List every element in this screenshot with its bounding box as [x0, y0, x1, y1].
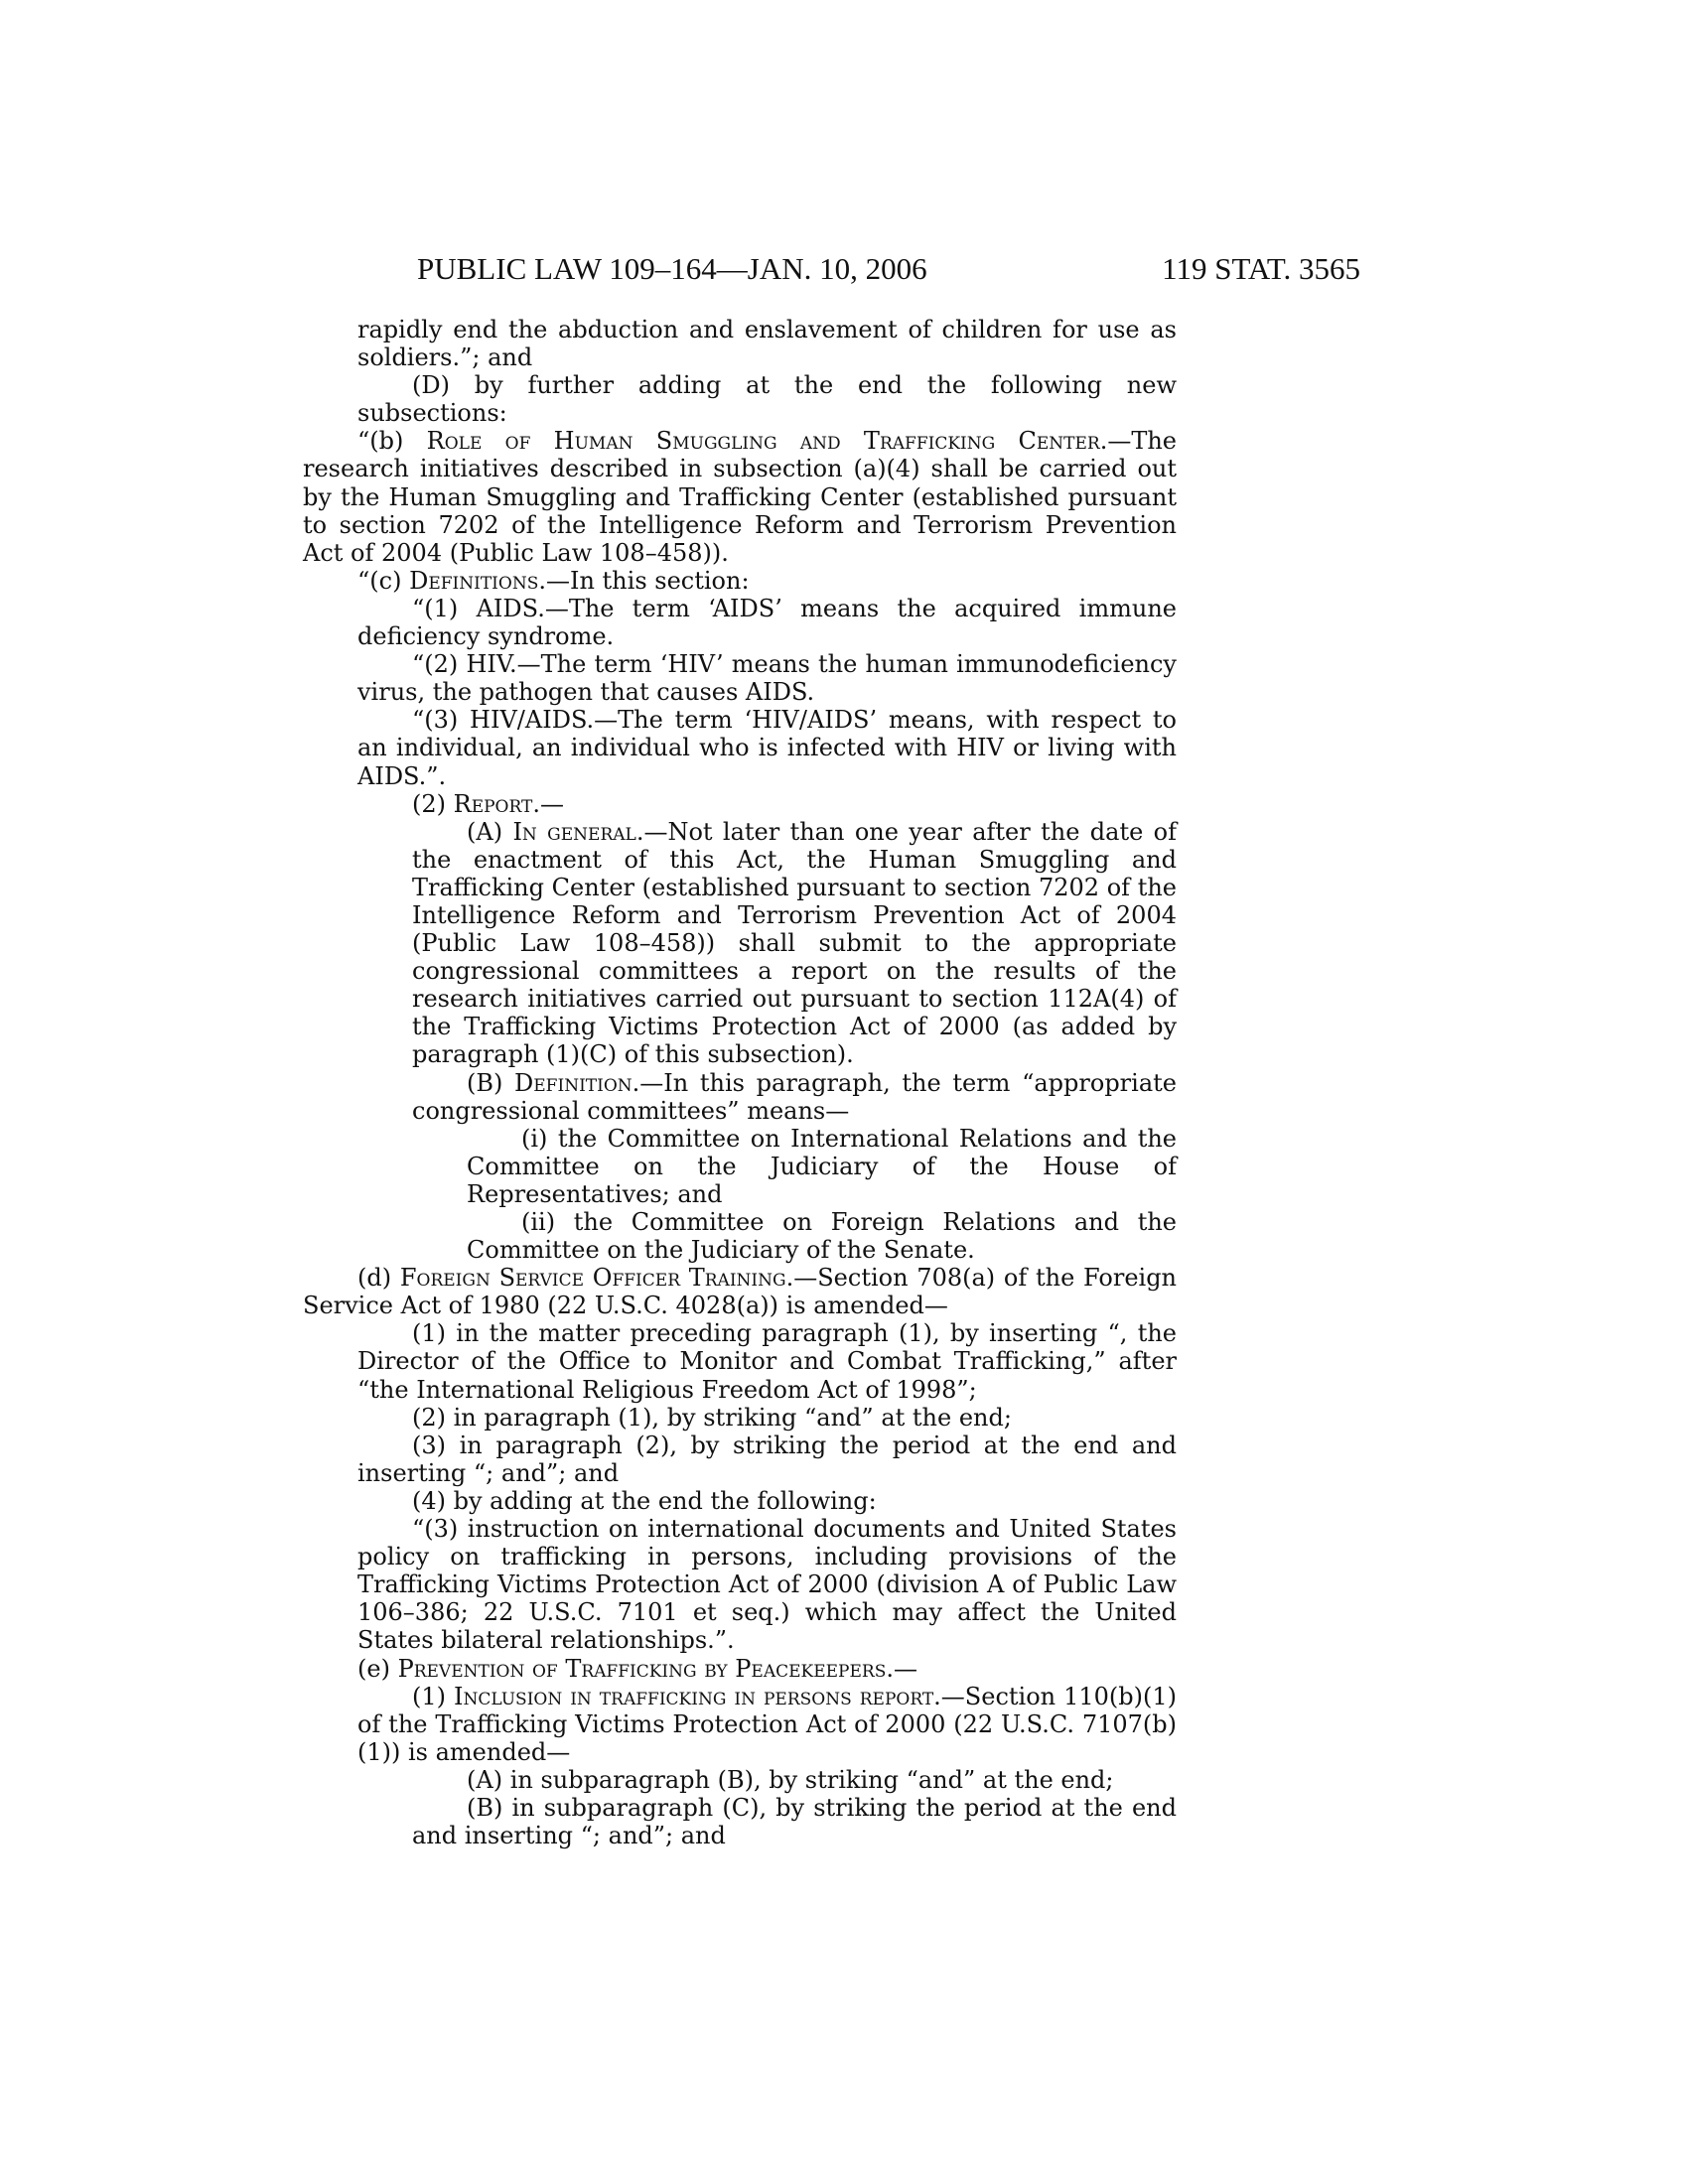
paragraph-report-definition: (B) Definition.—In this paragraph, the term “appropriate congressional committees” means—: [412, 1068, 1177, 1125]
paragraph-clause-ii: (ii) the Committee on Foreign Relations and the Committee on the Judiciary of the Senate.: [467, 1208, 1177, 1265]
paragraph-report-heading: (2) Report.—: [412, 789, 564, 818]
paragraph-amendment-1: (1) in the matter preceding paragraph (1), by inserting “, the Director of the Office to Monitor and Combat Trafficking,” after “the International Religious Freedom Act of 1998”;: [357, 1319, 1177, 1404]
paragraph-amendment-3: (3) in paragraph (2), by striking the period at the end and inserting “; and”; and: [357, 1431, 1177, 1487]
paragraph-subsection-c: “(c) Definitions.—In this section:: [357, 566, 750, 595]
paragraph-definition-hiv: “(2) HIV.—The term ‘HIV’ means the human immunodeficiency virus, the pathogen that causes AIDS.: [357, 650, 1177, 707]
paragraph-subsection-b: “(b) Role of Human Smuggling and Trafficking Center.—The research initiatives described in subsection (a)(4) shall be carried out by the Human Smuggling and Trafficking Center (established pursuant to section 7202 of the Intelligence Reform and Terrorism Prevention Act of 2004 (Public Law 108–458)).: [303, 427, 1177, 567]
paragraph-inclusion-report: (1) Inclusion in trafficking in persons report.—Section 110(b)(1) of the Trafficking Victims Protection Act of 2000 (22 U.S.C. 7107(b)(1)) is amended—: [357, 1682, 1178, 1766]
paragraph-amendment-2: (2) in paragraph (1), by striking “and” at the end;: [412, 1403, 1012, 1432]
paragraph-definition-hiv-aids: “(3) HIV/AIDS.—The term ‘HIV/AIDS’ means, with respect to an individual, an individual who is infected with HIV or living with AIDS.”.: [357, 706, 1177, 790]
law-text-body: [303, 316, 1177, 1849]
paragraph-subsection-d: (d) Foreign Service Officer Training.—Section 708(a) of the Foreign Service Act of 1980 (22 U.S.C. 4028(a)) is amended—: [303, 1264, 1178, 1320]
paragraph-subparagraph-d: (D) by further adding at the end the following new subsections:: [357, 371, 1177, 428]
header-law-title: PUBLIC LAW 109–164—JAN. 10, 2006: [417, 251, 927, 286]
header-stat-page: 119 STAT. 3565: [1162, 251, 1360, 286]
paragraph-definition-aids: “(1) AIDS.—The term ‘AIDS’ means the acquired immune deficiency syndrome.: [357, 594, 1177, 651]
paragraph-continuation: rapidly end the abduction and enslavement of children for use as soldiers.”; and: [357, 316, 1177, 372]
page-header: [417, 251, 1360, 291]
paragraph-subparagraph-a-amend: (A) in subparagraph (B), by striking “and” at the end;: [467, 1765, 1114, 1794]
paragraph-inserted-text: “(3) instruction on international documents and United States policy on trafficking in persons, including provisions of the Trafficking Victims Protection Act of 2000 (division A of Public Law 106–386; 22 U.S.C. 7101 et seq.) which may affect the United States bilateral relationships.”.: [357, 1515, 1177, 1655]
paragraph-report-in-general: (A) In general.—Not later than one year after the date of the enactment of this Act, the Human Smuggling and Trafficking Center (established pursuant to section 7202 of the Intelligence Reform and Terrorism Prevention Act of 2004 (Public Law 108–458)) shall submit to the appropriate congressional committees a report on the results of the research initiatives carried out pursuant to section 112A(4) of the Trafficking Victims Protection Act of 2000 (as added by paragraph (1)(C) of this subsection).: [412, 817, 1178, 1069]
paragraph-amendment-4: (4) by adding at the end the following:: [412, 1486, 877, 1515]
paragraph-subsection-e: (e) Prevention of Trafficking by Peacekeepers.—: [357, 1654, 917, 1683]
paragraph-subparagraph-b-amend: (B) in subparagraph (C), by striking the period at the end and inserting “; and”; and: [412, 1793, 1177, 1850]
paragraph-clause-i: (i) the Committee on International Relations and the Committee on the Judiciary of the House of Representatives; and: [467, 1124, 1177, 1208]
